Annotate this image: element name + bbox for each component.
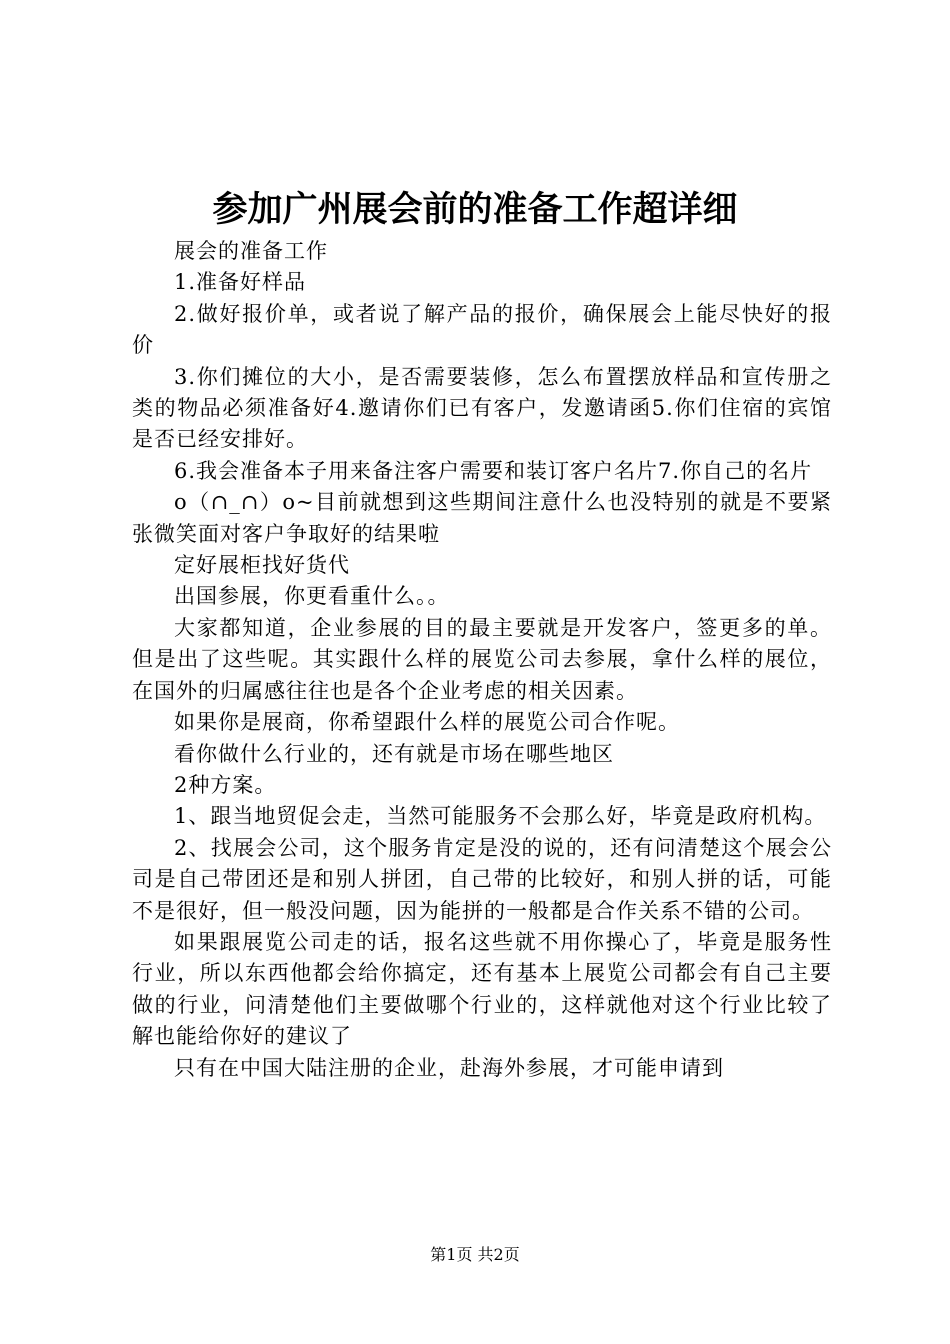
document-body: [132, 236, 832, 1084]
paragraph: o（∩_∩）o~目前就想到这些期间注意什么也没特别的就是不要紧张微笑面对客户争取好的结果啦: [132, 490, 832, 546]
paragraph: 1.准备好样品: [174, 270, 307, 295]
document-title: 参加广州展会前的准备工作超详细: [212, 189, 738, 230]
paragraph: 1、跟当地贸促会走，当然可能服务不会那么好，毕竟是政府机构。: [174, 804, 827, 829]
paragraph: 如果你是展商，你希望跟什么样的展览公司合作呢。: [174, 710, 680, 735]
paragraph: 如果跟展览公司走的话，报名这些就不用你操心了，毕竟是服务性行业，所以东西他都会给你搞定，还有基本上展览公司都会有自己主要做的行业，问清楚他们主要做哪个行业的，这样就他对这个行业比较了解也能给你好的建议了: [132, 929, 832, 1049]
paragraph: 2、找展会公司，这个服务肯定是没的说的，还有问清楚这个展会公司是自己带团还是和别人拼团，自己带的比较好，和别人拼的话，可能不是很好，但一般没问题，因为能拼的一般都是合作关系不错的公司。: [132, 835, 832, 923]
page-footer: 第1页 共2页: [430, 1245, 520, 1264]
paragraph: 定好展柜找好货代: [174, 553, 350, 578]
paragraph: 2种方案。: [174, 772, 277, 797]
paragraph: 大家都知道，企业参展的目的最主要就是开发客户，签更多的单。但是出了这些呢。其实跟什么样的展览公司去参展，拿什么样的展位，在国外的归属感往往也是各个企业考虑的相关因素。: [132, 615, 832, 703]
paragraph: 只有在中国大陆注册的企业，赴海外参展，才可能申请到: [174, 1055, 724, 1080]
paragraph: 出国参展，你更看重什么。。: [174, 584, 450, 609]
paragraph: 2.做好报价单，或者说了解产品的报价，确保展会上能尽快好的报价: [132, 301, 832, 358]
paragraph: 展会的准备工作: [174, 239, 328, 263]
paragraph: 3.你们摊位的大小，是否需要装修，怎么布置摆放样品和宣传册之类的物品必须准备好4.邀请你们已有客户，发邀请函5.你们住宿的宾馆是否已经安排好。: [132, 364, 832, 452]
paragraph: 看你做什么行业的，还有就是市场在哪些地区: [174, 741, 614, 766]
paragraph: 6.我会准备本子用来备注客户需要和装订客户名片7.你自己的名片: [174, 458, 813, 483]
